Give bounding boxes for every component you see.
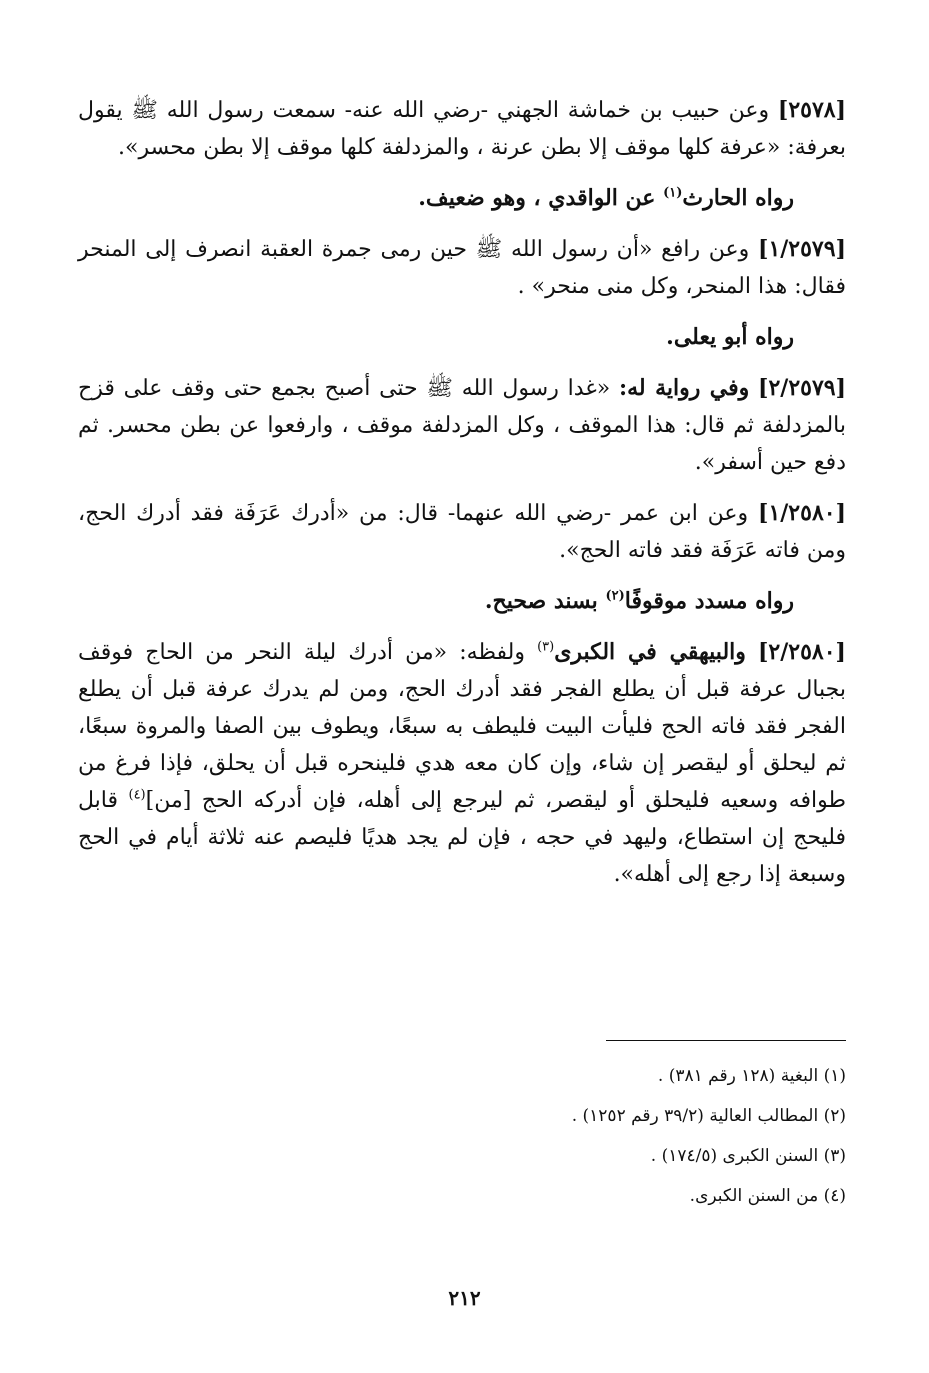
page-body bbox=[78, 92, 846, 907]
hadith-text: وعن رافع «أن رسول الله ﷺ حين رمى جمرة العقبة انصرف إلى المنحر فقال: هذا المنحر، وكل منى منحر» . bbox=[78, 237, 846, 299]
footnotes bbox=[78, 1056, 846, 1216]
hadith-ref: [٢٥٧٨] bbox=[777, 97, 846, 123]
hadith-2578 bbox=[78, 92, 846, 166]
hadith-ref: [١/٢٥٨٠] bbox=[758, 500, 846, 526]
hadith-text: قابل فليحج إن استطاع، وليهد في حجه ، فإن لم يجد هديًا فليصم عنه ثلاثة أيام في الحج وسبعة إذا رجع إلى أهله». bbox=[78, 788, 846, 887]
hadith-ref: [١/٢٥٧٩] bbox=[758, 236, 846, 262]
footnote-mark[interactable]: (٤) bbox=[128, 787, 146, 803]
hadith-lead: والبيهقي في الكبرى bbox=[554, 639, 746, 665]
narration-line bbox=[78, 180, 846, 217]
hadith-text: ولفظه: «من أدرك ليلة النحر من الحاج فوقف بجبال عرفة قبل أن يطلع الفجر فقد أدرك الحج، ومن لم يدرك عرفة قبل أن يطلع الفجر فقد فاته الحج فليأت البيت فليطف به سبعًا، ويطوف بين الصفا والمروة سبعًا، ثم ليحلق أو ليقصر إن شاء، وإن كان معه هدي فلينحره قبل أن يحلق، فإذا فرغ من طوافه وسعيه فليحلق أو ليقصر، ثم ليرجع إلى أهله، فإن أدركه الحج [من] bbox=[78, 640, 846, 813]
hadith-text: «غدا رسول الله ﷺ حتى أصبح بجمع حتى وقف على قزح بالمزدلفة ثم قال: هذا الموقف ، وكل المزدلفة موقف ، وارفعوا عن بطن محسر. ثم دفع حين أسفر». bbox=[78, 376, 846, 475]
hadith-lead: وفي رواية له: bbox=[619, 375, 750, 401]
hadith-2579-2 bbox=[78, 370, 846, 481]
hadith-text: وعن ابن عمر -رضي الله عنهما- قال: من «أدرك عَرَفَة فقد أدرك الحج، ومن فاته عَرَفَة فقد فاته الحج». bbox=[78, 501, 846, 563]
hadith-2580-1 bbox=[78, 495, 846, 569]
hadith-text: وعن حبيب بن خماشة الجهني -رضي الله عنه- سمعت رسول الله ﷺ يقول بعرفة: «عرفة كلها موقف إلا بطن عرنة ، والمزدلفة كلها موقف إلا بطن محسر». bbox=[78, 98, 846, 160]
footnote-mark[interactable]: (٣) bbox=[537, 639, 555, 655]
footnote-item: (٣) السنن الكبرى (١٧٤/٥) . bbox=[650, 1146, 846, 1166]
page-number: ٢١٢ bbox=[448, 1286, 481, 1310]
footnote-divider bbox=[606, 1040, 846, 1041]
hadith-2580-2 bbox=[78, 634, 846, 893]
footnote-item: (٢) المطالب العالية (٣٩/٢ رقم ١٢٥٢) . bbox=[571, 1106, 846, 1126]
narration-text: بسند صحيح. bbox=[484, 588, 598, 614]
narration-text: رواه أبو يعلى. bbox=[666, 324, 794, 350]
narration-text: رواه مسدد موقوفًا bbox=[624, 588, 794, 614]
narration-line bbox=[78, 583, 846, 620]
hadith-ref: [٢/٢٥٧٩] bbox=[758, 375, 847, 401]
footnote-item: (١) البغية (١٢٨ رقم ٣٨١) . bbox=[657, 1066, 846, 1086]
narration-text: عن الواقدي ، وهو ضعيف. bbox=[418, 185, 656, 211]
footnote-mark[interactable]: (٢) bbox=[605, 588, 625, 604]
hadith-2579-1 bbox=[78, 231, 846, 305]
footnote-item: (٤) من السنن الكبرى. bbox=[689, 1186, 846, 1206]
hadith-ref: [٢/٢٥٨٠] bbox=[758, 639, 846, 665]
narration-line bbox=[78, 319, 846, 356]
narration-text: رواه الحارث bbox=[682, 185, 794, 211]
footnote-mark[interactable]: (١) bbox=[663, 185, 683, 201]
